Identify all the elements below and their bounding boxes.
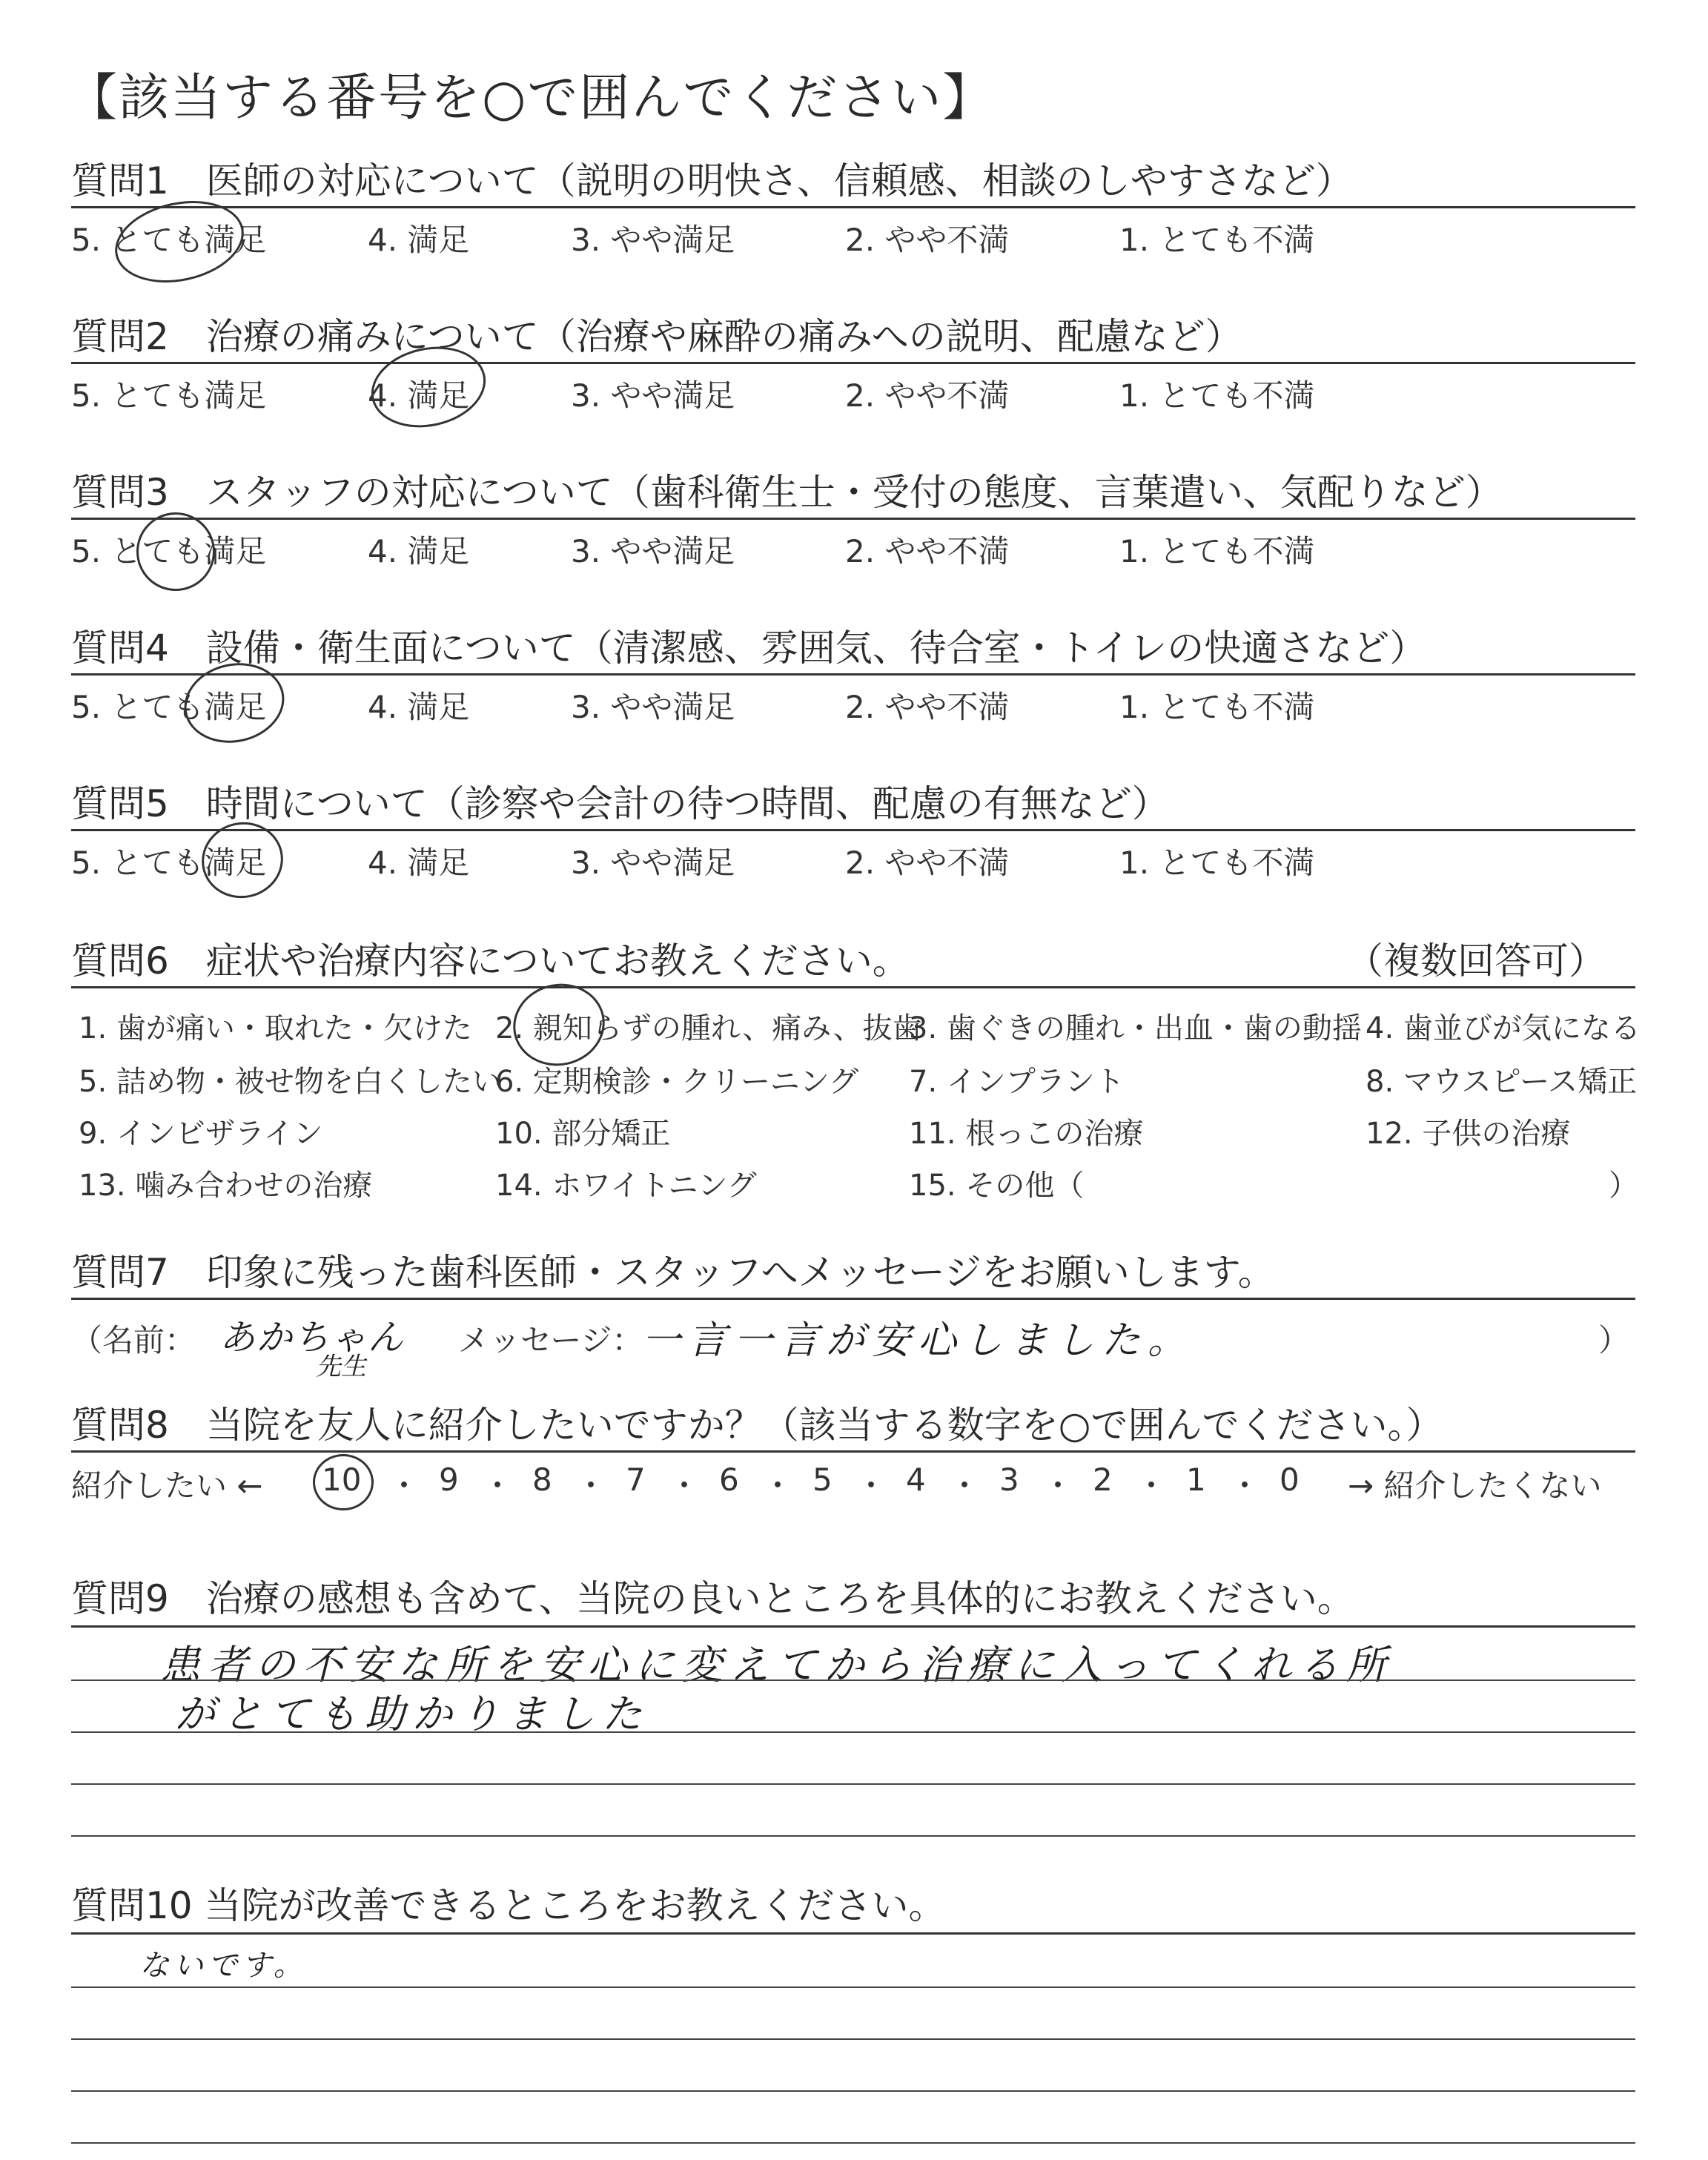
symptom-option-7[interactable]: 7. インプラント (909, 1065, 1125, 1099)
recommend-scale (71, 1453, 1635, 1512)
symptom-option-5[interactable]: 5. 詰め物・被せ物を白くしたい (79, 1065, 502, 1099)
question-6-heading (71, 936, 1635, 986)
scale-separator: ・ (762, 1467, 794, 1504)
scale-separator: ・ (1136, 1467, 1168, 1504)
other-close-paren: ） (1609, 1169, 1638, 1203)
question-9-heading: 質問9 治療の感想も含めて、当院の良いところを具体的にお教えください。 (71, 1577, 1354, 1620)
writing-line (71, 1986, 1635, 1988)
question-9 (71, 1573, 1635, 1872)
question-7-heading: 質問7 印象に残った歯科医師・スタッフへメッセージをお願いします。 (71, 1251, 1275, 1294)
option-1[interactable]: 1. とても不満 (1119, 845, 1315, 881)
symptom-option-13[interactable]: 13. 噛み合わせの治療 (79, 1169, 373, 1203)
selection-circle (313, 1454, 374, 1510)
option-4[interactable]: 4. 満足 (368, 533, 470, 569)
question-5-heading: 質問5 時間について（診察や会計の待つ時間、配慮の有無など） (71, 782, 1169, 825)
option-4[interactable]: 4. 満足 (368, 377, 470, 414)
question-6 (71, 936, 1641, 1211)
message-field[interactable] (71, 1300, 1635, 1381)
improvement-box[interactable] (71, 1935, 1635, 2157)
scale-0[interactable]: 0 (1280, 1462, 1300, 1498)
scale-separator: ・ (482, 1467, 514, 1504)
question-3-heading: 質問3 スタッフの対応について（歯科衛生士・受付の態度、言葉遣い、気配りなど） (71, 471, 1503, 514)
symptom-option-4[interactable]: 4. 歯並びが気になる (1366, 1011, 1641, 1046)
scale-7[interactable]: 7 (626, 1462, 646, 1498)
scale-2[interactable]: 2 (1093, 1462, 1113, 1498)
question-4-options (71, 676, 1635, 729)
option-2[interactable]: 2. やや不満 (845, 689, 1010, 725)
form-title: 【該当する番号を○で囲んでください】 (67, 69, 995, 128)
scale-3[interactable]: 3 (999, 1462, 1019, 1498)
message-close-paren: ） (1598, 1322, 1629, 1358)
name-suffix-handwritten: 先生 (316, 1352, 366, 1381)
option-1[interactable]: 1. とても不満 (1119, 533, 1315, 569)
scale-1[interactable]: 1 (1186, 1462, 1206, 1498)
symptom-option-15[interactable]: 15. その他（ (909, 1169, 1085, 1203)
symptom-option-8[interactable]: 8. マウスピース矯正 (1366, 1065, 1638, 1099)
message-handwritten: 一言一言が安心しました。 (642, 1318, 1194, 1363)
symptom-option-1[interactable]: 1. 歯が痛い・取れた・欠けた (79, 1011, 472, 1046)
writing-line (71, 1731, 1635, 1733)
symptom-option-10[interactable]: 10. 部分矯正 (495, 1117, 671, 1151)
question-5 (71, 779, 1635, 885)
question-6-options (71, 988, 1641, 1211)
question-8 (71, 1400, 1635, 1512)
option-1[interactable]: 1. とても不満 (1119, 377, 1315, 414)
question-10-heading: 質問10 当院が改善できるところをお教えください。 (71, 1884, 946, 1927)
question-2-heading: 質問2 治療の痛みについて（治療や麻酔の痛みへの説明、配慮など） (71, 315, 1242, 358)
option-2[interactable]: 2. やや不満 (845, 222, 1010, 258)
writing-line (71, 1783, 1635, 1785)
question-3-options (71, 520, 1635, 573)
question-7 (71, 1247, 1635, 1381)
question-1 (71, 156, 1635, 262)
question-1-heading: 質問1 医師の対応について（説明の明快さ、信頼感、相談のしやすさなど） (71, 159, 1353, 202)
name-label: （名前： (71, 1322, 196, 1358)
question-2-options (71, 364, 1635, 417)
option-4[interactable]: 4. 満足 (368, 845, 470, 881)
symptom-option-3[interactable]: 3. 歯ぐきの腫れ・出血・歯の動揺 (909, 1011, 1362, 1046)
recommend-right-label: → 紹介したくない (1348, 1467, 1602, 1504)
writing-line (71, 1835, 1635, 1837)
question-6-title: 質問6 症状や治療内容についてお教えください。 (71, 939, 910, 982)
option-3[interactable]: 3. やや満足 (571, 377, 735, 414)
scale-10[interactable]: 10 (322, 1462, 362, 1498)
scale-separator: ・ (949, 1467, 981, 1504)
scale-separator: ・ (1042, 1467, 1074, 1504)
symptom-option-12[interactable]: 12. 子供の治療 (1366, 1117, 1571, 1151)
scale-separator: ・ (575, 1467, 607, 1504)
option-2[interactable]: 2. やや不満 (845, 377, 1010, 414)
writing-line (71, 2142, 1635, 2144)
option-5[interactable]: 5. とても満足 (71, 377, 267, 414)
symptom-option-11[interactable]: 11. 根っこの治療 (909, 1117, 1144, 1151)
option-5[interactable]: 5. とても満足 (71, 689, 267, 725)
option-5[interactable]: 5. とても満足 (71, 533, 267, 569)
symptom-option-9[interactable]: 9. インビザライン (79, 1117, 323, 1151)
symptom-option-6[interactable]: 6. 定期検診・クリーニング (495, 1065, 859, 1099)
scale-6[interactable]: 6 (719, 1462, 739, 1498)
scale-separator: ・ (1229, 1467, 1261, 1504)
option-2[interactable]: 2. やや不満 (845, 845, 1010, 881)
question-2 (71, 311, 1635, 417)
option-2[interactable]: 2. やや不満 (845, 533, 1010, 569)
name-handwritten: あかちゃん (219, 1317, 406, 1358)
symptom-option-2[interactable]: 2. 親知らずの腫れ、痛み、抜歯 (495, 1011, 922, 1046)
comment-box[interactable] (71, 1628, 1635, 1872)
question-3 (71, 467, 1635, 573)
scale-separator: ・ (855, 1467, 887, 1504)
option-3[interactable]: 3. やや満足 (571, 533, 735, 569)
writing-line (71, 2038, 1635, 2040)
question-5-options (71, 831, 1635, 885)
scale-8[interactable]: 8 (532, 1462, 552, 1498)
option-4[interactable]: 4. 満足 (368, 222, 470, 258)
scale-separator: ・ (388, 1467, 420, 1504)
scale-5[interactable]: 5 (812, 1462, 833, 1498)
question-4-heading: 質問4 設備・衛生面について（清潔感、雰囲気、待合室・トイレの快適さなど） (71, 627, 1427, 670)
option-1[interactable]: 1. とても不満 (1119, 689, 1315, 725)
scale-separator: ・ (669, 1467, 701, 1504)
option-3[interactable]: 3. やや満足 (571, 222, 735, 258)
multiple-answers-note: （複数回答可） (1346, 939, 1606, 982)
option-5[interactable]: 5. とても満足 (71, 222, 267, 258)
question-10 (71, 1880, 1635, 2157)
recommend-left-label: 紹介したい ← (71, 1467, 263, 1504)
scale-4[interactable]: 4 (906, 1462, 926, 1498)
option-3[interactable]: 3. やや満足 (571, 689, 735, 725)
symptom-option-14[interactable]: 14. ホワイトニング (495, 1169, 757, 1203)
option-4[interactable]: 4. 満足 (368, 689, 470, 725)
comment-handwritten-line-2: がとても助かりました (175, 1691, 649, 1737)
comment-handwritten-line-1: 患者の不安な所を安心に変えてから治療に入ってくれる所 (160, 1642, 1394, 1688)
question-8-heading: 質問8 当院を友人に紹介したいですか？（該当する数字を○で囲んでください。） (71, 1404, 1443, 1447)
option-3[interactable]: 3. やや満足 (571, 845, 735, 881)
question-1-options (71, 208, 1635, 262)
question-4 (71, 623, 1635, 729)
writing-line (71, 1680, 1635, 1681)
message-label: メッセージ： (458, 1322, 643, 1358)
scale-9[interactable]: 9 (439, 1462, 459, 1498)
option-1[interactable]: 1. とても不満 (1119, 222, 1315, 258)
option-5[interactable]: 5. とても満足 (71, 845, 267, 881)
writing-line (71, 2090, 1635, 2092)
improvement-handwritten: ないです。 (139, 1949, 308, 1983)
